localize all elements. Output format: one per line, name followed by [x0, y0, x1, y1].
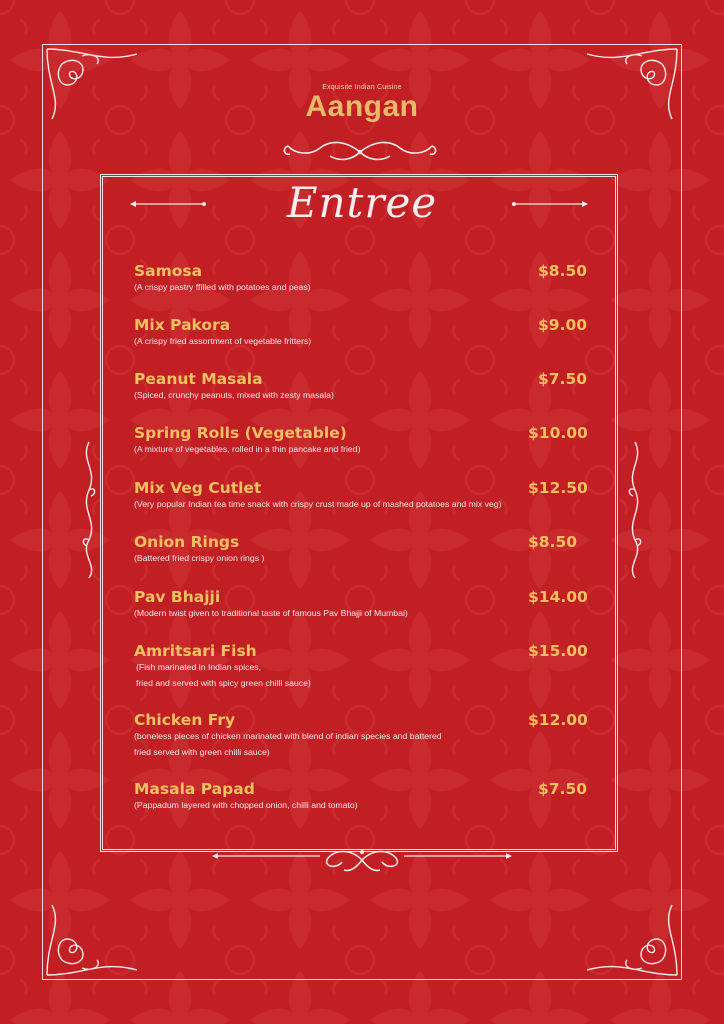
brand-logo — [270, 84, 454, 124]
item-name: Samosa — [134, 262, 203, 280]
side-flourish-left — [78, 440, 100, 580]
item-price: $7.50 — [538, 370, 588, 388]
item-price: $15.00 — [528, 642, 588, 660]
title-divider-left — [128, 198, 208, 210]
item-description: (boneless pieces of chicken marinated with blend of indian species and battered — [134, 731, 442, 741]
item-name: Pav Bhajji — [134, 588, 221, 606]
item-price: $8.50 — [538, 262, 588, 280]
item-description: (A crispy fried assortment of vegetable fritters) — [134, 336, 312, 346]
side-flourish-right — [624, 440, 646, 580]
header-flourish — [280, 138, 440, 166]
footer-flourish — [210, 846, 514, 874]
item-name: Mix Veg Cutlet — [134, 479, 262, 497]
menu-item — [134, 261, 588, 295]
item-description: (Fish marinated in Indian spices, — [136, 662, 262, 672]
corner-flourish-bottom-right — [572, 900, 682, 980]
item-description: fried and served with spicy green chilli sauce) — [136, 678, 311, 688]
item-description: fried served with green chilli sauce) — [134, 747, 270, 757]
menu-item — [134, 423, 588, 457]
menu-item — [134, 710, 588, 760]
item-price: $12.50 — [528, 479, 588, 497]
item-description: (Battered fried crispy onion rings ) — [134, 553, 265, 563]
brand-tagline: Exquisite Indian Cuisine — [322, 84, 402, 91]
item-name: Onion Rings — [134, 533, 240, 551]
item-price: $7.50 — [538, 780, 588, 798]
section-title: Entree — [286, 178, 438, 227]
menu-item — [134, 369, 588, 403]
brand-name: Aangan — [305, 90, 419, 123]
menu-item — [134, 587, 588, 621]
item-name: Mix Pakora — [134, 316, 231, 334]
item-name: Peanut Masala — [134, 370, 263, 388]
corner-flourish-bottom-left — [42, 900, 152, 980]
item-description: (Very popular Indian tea time snack with crispy crust made up of mashed potatoes and mix veg) — [134, 499, 502, 509]
item-name: Amritsari Fish — [134, 642, 257, 660]
item-name: Spring Rolls (Vegetable) — [134, 424, 347, 442]
item-description: (A mixture of vegetables, rolled in a thin pancake and fried) — [134, 444, 361, 454]
corner-flourish-top-left — [42, 44, 152, 124]
menu-item — [134, 478, 588, 512]
item-price: $10.00 — [528, 424, 588, 442]
item-name: Masala Papad — [134, 780, 255, 798]
item-description: (Modern twist given to traditional taste of famous Pav Bhajji of Mumbai) — [134, 608, 408, 618]
item-description: (A crispy pastry ffilled with potatoes and peas) — [134, 282, 311, 292]
item-description: (Pappadum layered with chopped onion, chilli and tomato) — [134, 800, 358, 810]
menu-item — [134, 779, 588, 813]
menu-item — [134, 532, 584, 566]
menu-item — [134, 641, 588, 691]
item-price: $14.00 — [528, 588, 588, 606]
item-price: $8.50 — [528, 533, 578, 551]
item-name: Chicken Fry — [134, 711, 236, 729]
corner-flourish-top-right — [572, 44, 682, 124]
item-description: (Spiced, crunchy peanuts, mixed with zesty masala) — [134, 390, 334, 400]
title-divider-right — [510, 198, 590, 210]
item-price: $9.00 — [538, 316, 588, 334]
menu-item — [134, 315, 588, 349]
item-price: $12.00 — [528, 711, 588, 729]
